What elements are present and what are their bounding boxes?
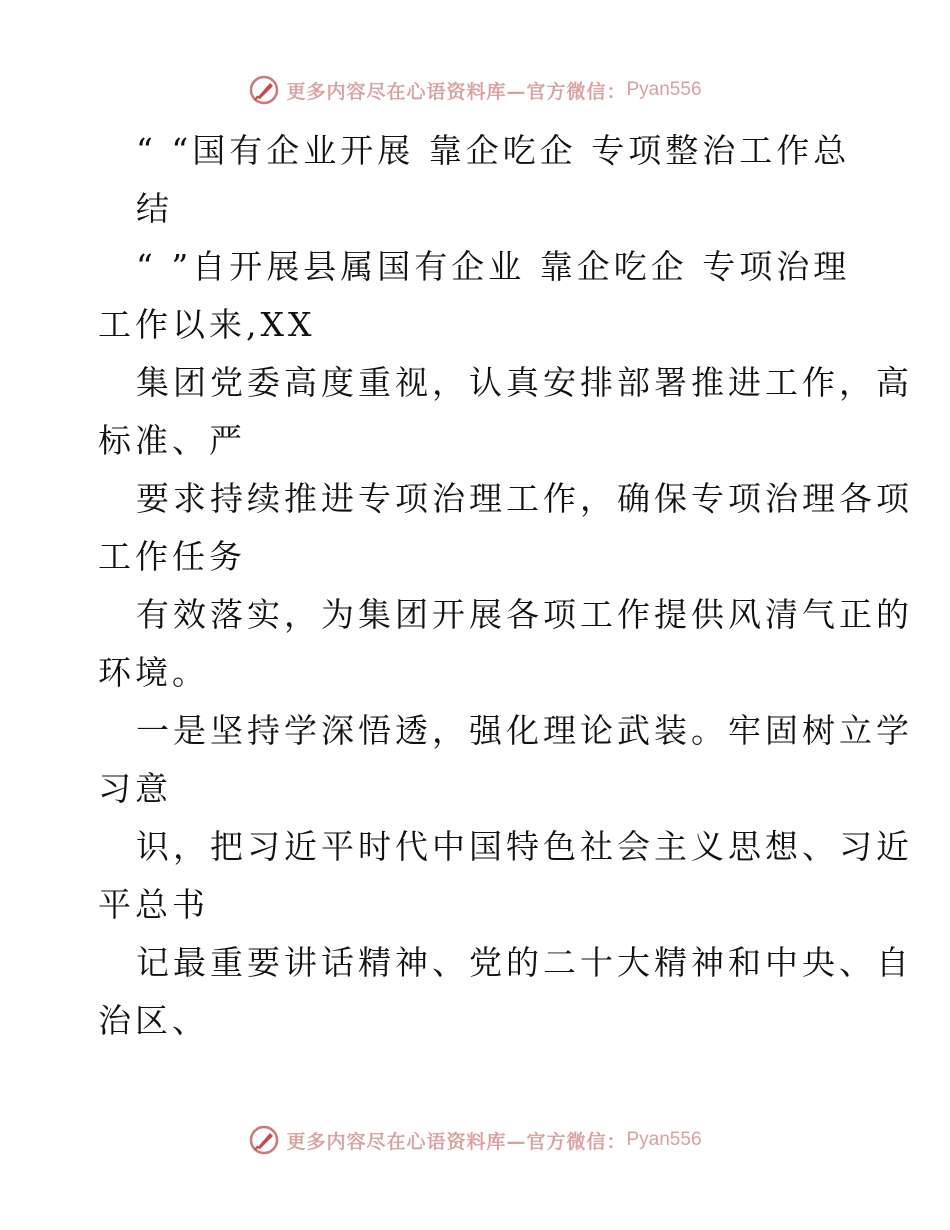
paragraph-line: 工作任务 [98,537,246,576]
title-line-2: 结 [136,189,173,228]
paragraph-line: 治区、 [98,1001,209,1040]
document-body [98,122,913,1050]
footer-watermark [0,1120,950,1160]
paragraph-line: 习意 [98,769,172,808]
paragraph-line: 环境。 [98,653,209,692]
paragraph-line: 标准、严 [98,421,246,460]
paragraph-line: 平总书 [98,885,209,924]
watermark-wechat-label: 官方微信： [526,1130,627,1153]
paragraph-line: 一是坚持学深悟透，强化理论武装。牢固树立学 [136,711,913,750]
watermark-wechat-id: Pyan556 [626,79,702,100]
paragraph-line: 工作以来,XX [98,305,316,344]
watermark-wechat-label: 官方微信： [526,80,627,103]
watermark-wechat-id: Pyan556 [626,1129,702,1150]
paragraph-line: 记最重要讲话精神、党的二十大精神和中央、自 [136,943,913,982]
feather-pen-logo-icon [248,74,280,106]
paragraph-line: “ ”自开展县属国有企业 靠企吃企 专项治理 [136,247,851,286]
paragraph-line: 要求持续推进专项治理工作，确保专项治理各项 [136,479,913,518]
title-line-1: “ “国有企业开展 靠企吃企 专项整治工作总 [136,131,851,170]
watermark-site-text: 更多内容尽在心语资料库— [286,1130,527,1153]
header-watermark [0,70,950,110]
feather-pen-logo-icon [248,1124,280,1156]
paragraph-line: 集团党委高度重视，认真安排部署推进工作，高 [136,363,913,402]
paragraph-line: 有效落实，为集团开展各项工作提供风清气正的 [136,595,913,634]
watermark-site-text: 更多内容尽在心语资料库— [286,80,527,103]
paragraph-line: 识，把习近平时代中国特色社会主义思想、习近 [136,827,913,866]
